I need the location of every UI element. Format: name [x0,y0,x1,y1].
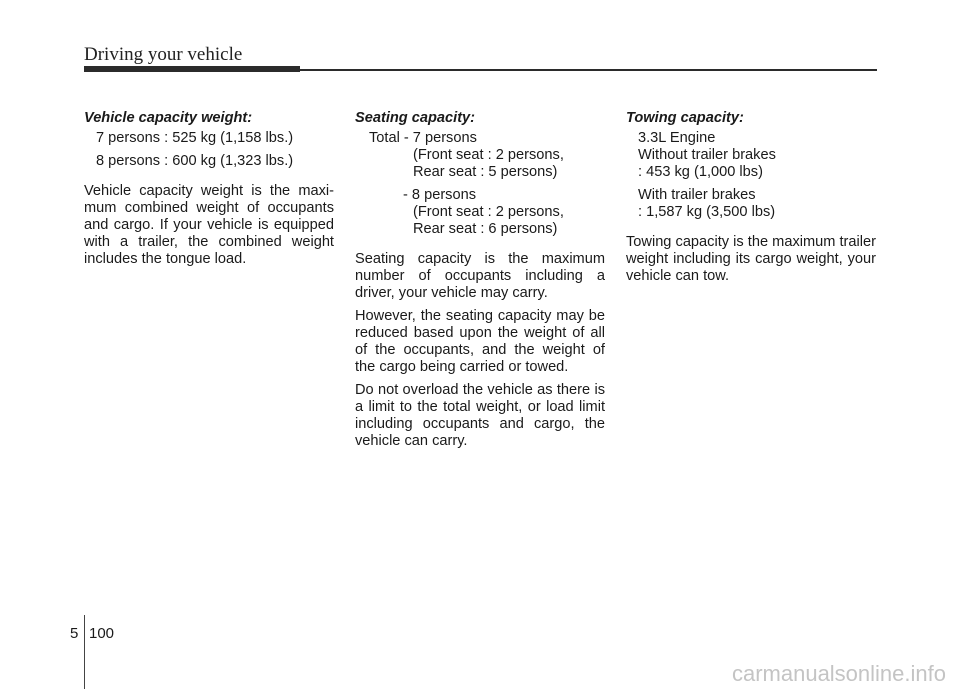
page-title: Driving your vehicle [84,44,243,65]
seating-7-rear: Rear seat : 5 persons) [413,164,558,180]
footer-divider [84,615,85,689]
chapter-number: 5 [70,625,79,642]
towing-with-brakes: With trailer brakes [638,187,756,203]
towing-paragraph: Towing capacity is the maximum trailer weight including its cargo weight, your vehicle can tow. [626,234,876,284]
capacity-8-persons: 8 persons : 600 kg (1,323 lbs.) [96,153,294,169]
watermark: carmanualsonline.info [731,661,946,686]
towing-capacity-heading: Towing capacity: [626,110,744,126]
towing-without-value: : 453 kg (1,000 lbs) [638,164,763,180]
towing-without-brakes: Without trailer brakes [638,147,776,163]
seating-total-8: - 8 persons [403,187,477,203]
towing-engine: 3.3L Engine [638,130,716,146]
vehicle-capacity-heading: Vehicle capacity weight: [84,110,253,126]
header-rule-thick [84,66,300,72]
seating-7-front: (Front seat : 2 persons, [413,147,564,163]
page-number: 100 [89,625,115,642]
towing-with-value: : 1,587 kg (3,500 lbs) [638,204,776,220]
seating-paragraph-2: However, the seating capacity may be reduced based upon the weight of all of the occupants, and the weight of the cargo being carried or towed. [355,308,605,375]
seating-8-front: (Front seat : 2 persons, [413,204,564,220]
seating-paragraph-3: Do not overload the vehicle as there is a limit to the total weight, or load limit including occupants and cargo, the vehicle can carry. [355,382,605,449]
seating-8-rear: Rear seat : 6 persons) [413,221,558,237]
column-seating-capacity [355,110,605,450]
column-towing-capacity [626,110,876,285]
column-vehicle-capacity [84,110,334,268]
seating-paragraph-1: Seating capacity is the maximum number of occupants including a driver, your vehicle may carry. [355,251,605,301]
vehicle-capacity-paragraph: Vehicle capacity weight is the maxi-mum combined weight of occupants and cargo. If your vehicle is equipped with a trailer, the combined weight includes the tongue load. [84,183,334,267]
seating-capacity-heading: Seating capacity: [355,110,476,126]
seating-total-7: Total - 7 persons [369,130,477,146]
capacity-7-persons: 7 persons : 525 kg (1,158 lbs.) [96,130,294,146]
header-rule-thin [300,69,877,71]
